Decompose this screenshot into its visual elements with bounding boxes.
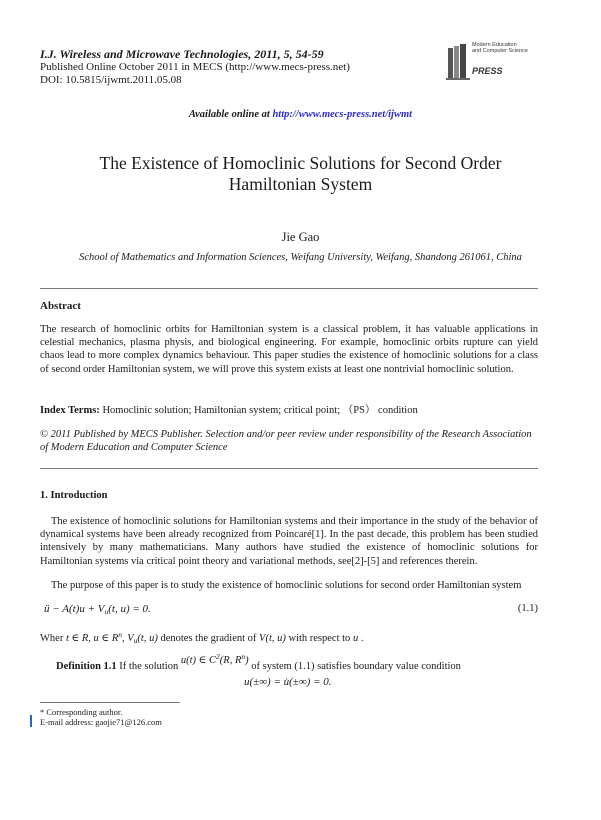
title-line2: Hamiltonian System — [228, 174, 373, 194]
intro-paragraph-2: The purpose of this paper is to study the existence of homoclinic solutions for second order Hamiltonian system — [51, 580, 522, 591]
top-rule — [40, 288, 538, 289]
journal-title: I.J. Wireless and Microwave Technologies — [40, 47, 249, 61]
where-sentence — [40, 630, 363, 645]
section-heading: 1. Introduction — [40, 490, 108, 501]
definition-suffix: of system (1.1) satisfies boundary value condition — [248, 661, 461, 672]
abstract-heading: Abstract — [40, 300, 81, 312]
journal-issue: , 2011, 5, 54-59 — [248, 47, 324, 61]
where-math-3: u — [352, 633, 359, 644]
journal-citation — [40, 47, 324, 62]
where-mid2: with respect to — [285, 633, 353, 644]
definition-math: u(t) ∈ $C^2(R$, $R^n$) — [180, 652, 249, 666]
logo-text — [472, 42, 528, 54]
title-line1: The Existence of Homoclinic Solutions for Second Order — [99, 153, 502, 173]
publisher-logo — [446, 38, 566, 92]
where-prefix: Wher — [40, 633, 66, 644]
copyright: © 2011 Published by MECS Publisher. Selection and/or peer review under responsibility of the Research Association of Modern Education and Computer Science — [40, 429, 532, 454]
available-online — [0, 109, 601, 120]
equation-number: (1.1) — [517, 603, 538, 614]
boundary-condition: u(±∞) = u̇(±∞) = 0. — [244, 676, 332, 688]
equation-1-1 — [44, 603, 538, 616]
affiliation: School of Mathematics and Information Sciences, Weifang University, Weifang, Shandong 261061, China — [79, 252, 522, 263]
available-prefix: Available online at — [188, 109, 273, 120]
where-end: . — [358, 633, 364, 644]
author: Jie Gao — [281, 230, 320, 244]
where-math-2: V(t, u) — [259, 633, 286, 644]
definition-prefix: If the solution — [116, 661, 181, 672]
logo-line1: Modern Education — [472, 42, 517, 48]
index-terms-label: Index Terms: — [40, 405, 100, 416]
logo-line2: and Computer Science — [472, 48, 528, 54]
index-terms — [40, 402, 418, 417]
margin-marker — [30, 715, 32, 727]
definition-1-1 — [56, 652, 461, 672]
footnote-rule — [40, 702, 180, 703]
book-stack-icon — [446, 42, 470, 82]
paper-title — [40, 153, 561, 195]
journal-link[interactable]: http://www.mecs-press.net/ijwmt — [272, 109, 413, 120]
definition-label: Definition 1.1 — [56, 661, 117, 672]
abstract-body: The research of homoclinic orbits for Hamiltonian system is a classical problem, it has valuable applications in celestial mechanics, plasma physis, and biological engineering. For example, homoclinic orbits rupture can yield chaos lead to more complex dynamics behaviour. This paper studies the existence of homoclinic solutions for a class of second order Hamiltonian system, we will prove this system exists at least one nontrivial homoclinic solution. — [40, 324, 538, 375]
where-mid: denotes the gradient of — [157, 633, 260, 644]
index-terms-text: Homoclinic solution; Hamiltonian system; critical point; （PS） condition — [99, 405, 418, 416]
where-math-1: t ∈ R, u ∈ $R^n$, $V_u(t$, u) — [65, 630, 158, 645]
footnote-email: E-mail address: gaojie71@126.com — [40, 717, 162, 727]
intro-paragraph-1: The existence of homoclinic solutions for Hamiltonian systems and their importance in the study of the behavior of dynamical systems have been already recognized from Poincaré[1]. In the past decade, this problem has been studied intensively by many mathematicians. Many authors have studied the existence of homoclinic solutions for Hamiltonian systems via critical point theory and variational methods, see[2]-[5] and references therein. — [40, 516, 538, 567]
equation-body: ü − $A(t)u + V_u(t$, u) = 0. — [44, 603, 151, 616]
published-online: Published Online October 2011 in MECS (http://www.mecs-press.net) — [40, 61, 350, 73]
bottom-rule — [40, 468, 538, 469]
doi: DOI: 10.5815/ijwmt.2011.05.08 — [40, 74, 182, 86]
footnote-corresponding: * Corresponding author. — [40, 707, 123, 717]
logo-press: PRESS — [472, 66, 503, 76]
